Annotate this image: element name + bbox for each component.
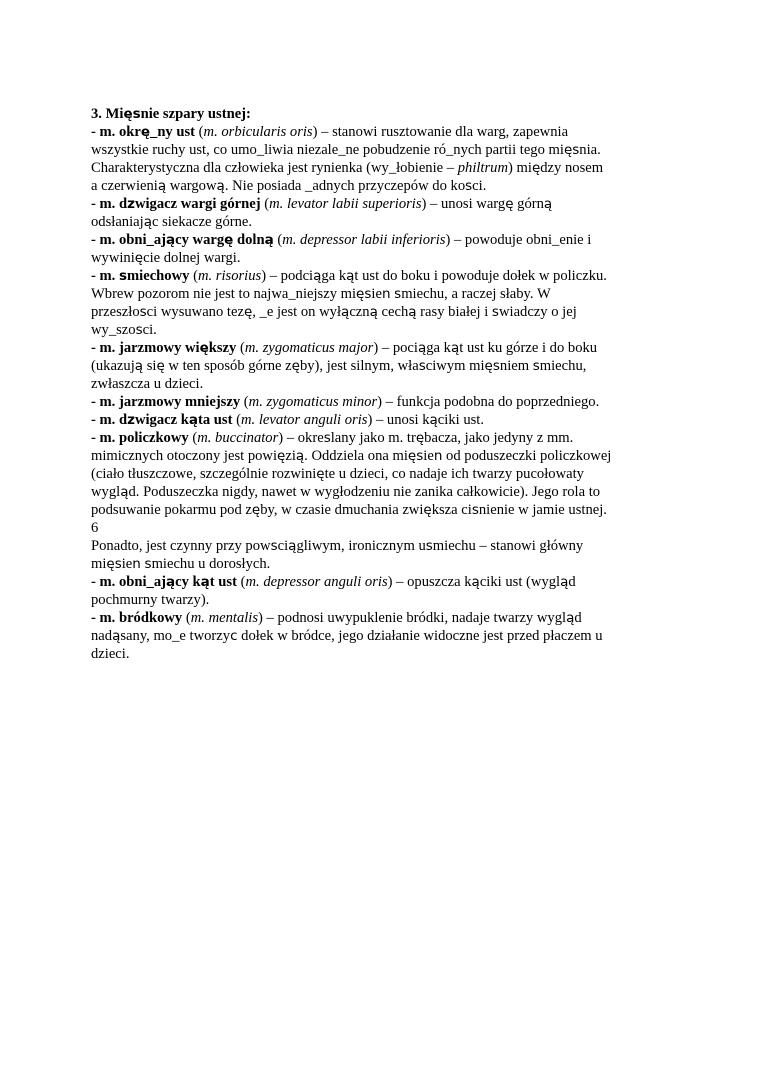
muscle-name: - m. obni_aj: [91, 232, 166, 248]
text-line: [91, 501, 651, 519]
latin-term: m. risorius: [197, 268, 262, 284]
text-line: [91, 573, 651, 591]
text-run: miechu,: [539, 358, 587, 374]
text-run: sany, mo_e tworzy: [120, 628, 231, 644]
text-line: [91, 465, 651, 483]
text-run: ) – podci: [261, 268, 314, 284]
text-run: ) – okre: [278, 430, 324, 446]
latin-term: philtrum: [457, 160, 509, 176]
text-line: [91, 141, 651, 159]
text-run: t ust do boku i powoduje dołek w policzku.: [354, 268, 607, 284]
latin-term: m. depressor labii inferioris: [282, 232, 446, 248]
text-run: górn: [513, 196, 544, 212]
text-run: (ukazuj: [91, 358, 135, 374]
text-line: [91, 267, 651, 285]
text-run: ą: [112, 628, 121, 644]
latin-term: m. mentalis: [190, 610, 259, 626]
text-run: ci.: [142, 322, 157, 338]
text-run: (: [232, 412, 241, 428]
muscle-name: - m. d: [91, 412, 128, 428]
text-run: , _e jest on wył: [252, 304, 342, 320]
text-line: [91, 555, 651, 573]
latin-term: m. depressor anguli oris: [245, 574, 388, 590]
text-run: ą: [543, 196, 553, 212]
text-run: ) – podnosi uwypuklenie bródki, nadaje twarzy wygl: [258, 610, 567, 626]
text-run: niem: [499, 358, 533, 374]
text-line: [91, 609, 651, 627]
text-run: wywini: [91, 250, 135, 266]
text-run: odsłaniaj: [91, 214, 144, 230]
text-run: c: [230, 628, 238, 644]
muscle-name: t ust: [209, 574, 237, 590]
text-line: [91, 519, 651, 537]
text-run: s: [270, 538, 278, 554]
text-run: nia.: [579, 142, 601, 158]
text-line: [91, 303, 651, 321]
text-run: ą: [216, 178, 225, 194]
text-run: . Oddziela ona mi: [304, 448, 408, 464]
text-run: s: [465, 178, 473, 194]
text-run: (: [260, 196, 270, 212]
text-run: cech: [377, 304, 409, 320]
text-line: [91, 321, 651, 339]
latin-term: m. levator anguli oris: [240, 412, 368, 428]
muscle-name: miechowy: [127, 268, 190, 284]
text-run: w ten sposób górne z: [164, 358, 292, 374]
muscle-name: - m. d: [91, 196, 128, 212]
text-run: dzy nosem: [540, 160, 604, 176]
text-run: ) – opuszcza k: [387, 574, 472, 590]
text-run: cie dolnej wargi.: [143, 250, 241, 266]
text-run: rasy białej i: [416, 304, 492, 320]
muscle-name: _ny ust: [150, 124, 196, 140]
text-line: [91, 447, 651, 465]
text-line: [91, 249, 651, 267]
text-run: ą: [288, 538, 297, 554]
muscle-name: ę: [140, 124, 151, 140]
text-run: Ponadto, jest czynny przy pow: [91, 538, 271, 554]
text-run: ga k: [321, 268, 347, 284]
text-run: ) – unosi warg: [421, 196, 506, 212]
text-run: s: [135, 322, 143, 338]
text-run: ciki ust.: [437, 412, 484, 428]
text-line: [91, 411, 651, 429]
muscle-name: z: [127, 196, 135, 212]
text-run: ęs: [563, 142, 580, 158]
latin-term: m. levator labii superioris: [269, 196, 422, 212]
muscle-name: ą: [166, 232, 176, 248]
text-run: . Nie posiada _adnych przyczepów do ko: [224, 178, 466, 194]
text-line: [91, 483, 651, 501]
text-line: [91, 177, 651, 195]
text-run: ą: [134, 358, 144, 374]
text-run: ę: [251, 502, 261, 518]
text-run: ) – poci: [373, 340, 418, 356]
text-run: ą: [369, 304, 378, 320]
text-run: (: [182, 610, 191, 626]
text-run: (: [188, 430, 198, 446]
text-run: by, w czasie dmuchania zwi: [260, 502, 424, 518]
text-line: [91, 195, 651, 213]
text-line: [91, 231, 651, 249]
text-run: wygl: [91, 484, 121, 500]
text-run: wargow: [166, 178, 217, 194]
text-run: czn: [349, 304, 370, 320]
text-run: nienie w jamie ustnej.: [478, 502, 607, 518]
text-run: ę: [134, 250, 144, 266]
text-line: [91, 357, 651, 375]
text-run: wiadczy o jej: [498, 304, 577, 320]
text-line: [91, 375, 651, 393]
text-run: n: [132, 556, 141, 572]
text-run: ci.: [472, 178, 487, 194]
text-run: od poduszeczki policzkowej: [442, 448, 612, 464]
text-run: miechu u dorosłych.: [151, 556, 271, 572]
text-run: dołek w bródce, jego działanie widoczne jest przed płaczem u: [237, 628, 603, 644]
text-run: ą: [566, 610, 575, 626]
text-line: [91, 645, 651, 663]
text-run: s: [139, 304, 147, 320]
muscle-name: ę: [123, 106, 133, 122]
text-run: s: [425, 538, 433, 554]
text-run: ą: [143, 214, 152, 230]
text-run: ) mi: [508, 160, 532, 176]
muscle-name: z: [127, 412, 135, 428]
text-run: ę: [316, 466, 325, 482]
text-run: s: [394, 286, 402, 302]
latin-term: m. zygomaticus minor: [248, 394, 378, 410]
muscle-name: ę: [199, 340, 209, 356]
latin-term: m. zygomaticus major: [244, 340, 374, 356]
text-run: bacza, jako jedyny z mm.: [424, 430, 574, 446]
text-run: ą: [408, 304, 417, 320]
text-run: ą: [429, 412, 438, 428]
text-run: lany jako m. tr: [330, 430, 416, 446]
text-run: s: [471, 502, 479, 518]
text-line: [91, 591, 651, 609]
text-run: mi: [91, 556, 107, 572]
muscle-name: nie szpary ustnej:: [140, 106, 251, 122]
muscle-name: ą: [264, 232, 274, 248]
muscle-name: ę: [224, 232, 234, 248]
text-run: ciki ust (wygl: [479, 574, 561, 590]
text-line: [91, 339, 651, 357]
text-run: ą: [471, 574, 480, 590]
text-run: wszystkie ruchy ust, co umo_liwia niezale_ne pobudzenie ró_nych partii tego mi: [91, 142, 564, 158]
muscle-name: ta ust: [198, 412, 233, 428]
text-run: by), jest silnym, wła: [299, 358, 419, 374]
text-run: ą: [346, 268, 355, 284]
text-run: ęs: [484, 358, 500, 374]
text-run: d: [568, 574, 576, 590]
text-run: ę: [423, 502, 432, 518]
text-run: c siekacze górne.: [151, 214, 253, 230]
text-run: ę: [415, 430, 425, 446]
text-run: ) – powoduje obni_enie i: [445, 232, 592, 248]
text-run: ę: [156, 358, 165, 374]
text-run: zwłaszcza u dzieci.: [91, 376, 204, 392]
text-run: ą: [341, 304, 350, 320]
muscle-name: kszy: [208, 340, 237, 356]
text-line: [91, 159, 651, 177]
muscle-name: - m. policzkowy: [91, 430, 189, 446]
text-run: ą: [120, 484, 129, 500]
text-run: s: [144, 556, 152, 572]
muscle-name: cy k: [175, 574, 201, 590]
document-body: [91, 105, 651, 663]
text-line: [91, 213, 651, 231]
text-line: [91, 285, 651, 303]
text-run: 6: [91, 520, 99, 536]
text-run: ą: [560, 574, 569, 590]
text-run: ksza ci: [431, 502, 472, 518]
text-run: ę: [277, 448, 286, 464]
text-run: ci: [277, 538, 289, 554]
text-run: s: [532, 358, 540, 374]
text-run: n: [433, 448, 443, 464]
text-run: zi: [285, 448, 296, 464]
text-line: [91, 393, 651, 411]
text-run: ę: [531, 160, 541, 176]
text-run: ę: [243, 304, 253, 320]
text-run: ciwym mi: [425, 358, 485, 374]
muscle-name: ą: [188, 412, 198, 428]
muscle-name: cy warg: [175, 232, 225, 248]
text-run: ą: [313, 268, 322, 284]
text-line: [91, 429, 651, 447]
text-run: ) – stanowi rusztowanie dla warg, zapewnia: [312, 124, 569, 140]
text-run: ą: [450, 340, 460, 356]
text-line: [91, 627, 651, 645]
text-run: wy_szo: [91, 322, 136, 338]
text-run: mimicznych otoczony jest powi: [91, 448, 278, 464]
text-run: ę: [505, 196, 514, 212]
text-run: ie: [423, 448, 434, 464]
text-run: s: [323, 430, 331, 446]
text-run: ę: [291, 358, 300, 374]
text-run: ga k: [426, 340, 451, 356]
muscle-name: - m. jarzmowy mniejszy: [91, 394, 241, 410]
muscle-name: s: [132, 106, 141, 122]
text-run: (: [236, 574, 246, 590]
text-run: dzieci.: [91, 646, 130, 662]
text-run: d. Poduszeczka nigdy, nawet w wygłodzeniu nie zanika całkowicie). Jego rola to: [128, 484, 601, 500]
text-line: [91, 537, 651, 555]
text-run: ą: [157, 178, 167, 194]
text-run: s: [491, 304, 499, 320]
muscle-name: - m. okr: [91, 124, 141, 140]
latin-term: m. buccinator: [197, 430, 279, 446]
text-run: ęs: [106, 556, 122, 572]
text-run: t ust ku górze i do boku: [459, 340, 598, 356]
muscle-name: - m. bródkowy: [91, 610, 183, 626]
muscle-name: 3. Mi: [91, 106, 124, 122]
text-run: gliwym, ironicznym u: [296, 538, 426, 554]
text-run: miechu – stanowi główny: [432, 538, 584, 554]
text-run: pochmurny twarzy).: [91, 592, 210, 608]
text-run: ą: [417, 340, 427, 356]
text-run: (: [195, 124, 204, 140]
text-run: ci wysuwano tez: [146, 304, 244, 320]
latin-term: m. orbicularis oris: [203, 124, 313, 140]
muscle-name: doln: [233, 232, 265, 248]
text-run: ą: [295, 448, 305, 464]
text-run: (: [240, 394, 249, 410]
text-run: Wbrew pozorom nie jest to najwa_niejszy mi: [91, 286, 357, 302]
text-line: [91, 105, 651, 123]
text-run: ęs: [407, 448, 424, 464]
muscle-name: wigacz k: [134, 412, 189, 428]
text-run: si: [143, 358, 157, 374]
muscle-name: wigacz wargi górnej: [134, 196, 261, 212]
text-run: (: [189, 268, 198, 284]
text-run: miechu, a raczej słaby. W: [401, 286, 551, 302]
muscle-name: s: [118, 268, 128, 284]
text-run: s: [418, 358, 426, 374]
text-run: a czerwieni: [91, 178, 158, 194]
text-run: d: [574, 610, 582, 626]
muscle-name: ą: [200, 574, 210, 590]
muscle-name: - m. jarzmowy wi: [91, 340, 200, 356]
text-line: [91, 123, 651, 141]
text-run: przeszło: [91, 304, 140, 320]
text-run: ) – unosi k: [367, 412, 430, 428]
muscle-name: - m.: [91, 268, 119, 284]
text-run: (ciało tłuszczowe, szczególnie rozwini: [91, 466, 317, 482]
text-run: ) – funkcja podobna do poprzedniego.: [377, 394, 600, 410]
muscle-name: ą: [166, 574, 176, 590]
text-run: (: [236, 340, 245, 356]
text-run: podsuwanie pokarmu pod z: [91, 502, 252, 518]
text-run: n: [381, 286, 391, 302]
text-run: (: [273, 232, 283, 248]
text-run: te u dzieci, co nadaje ich twarzy pucołowaty: [324, 466, 584, 482]
text-run: ie: [121, 556, 133, 572]
text-run: nad: [91, 628, 113, 644]
text-run: ęs: [356, 286, 372, 302]
muscle-name: - m. obni_aj: [91, 574, 166, 590]
text-run: Charakterystyczna dla człowieka jest rynienka (wy_łobienie –: [91, 160, 458, 176]
text-run: ie: [371, 286, 382, 302]
